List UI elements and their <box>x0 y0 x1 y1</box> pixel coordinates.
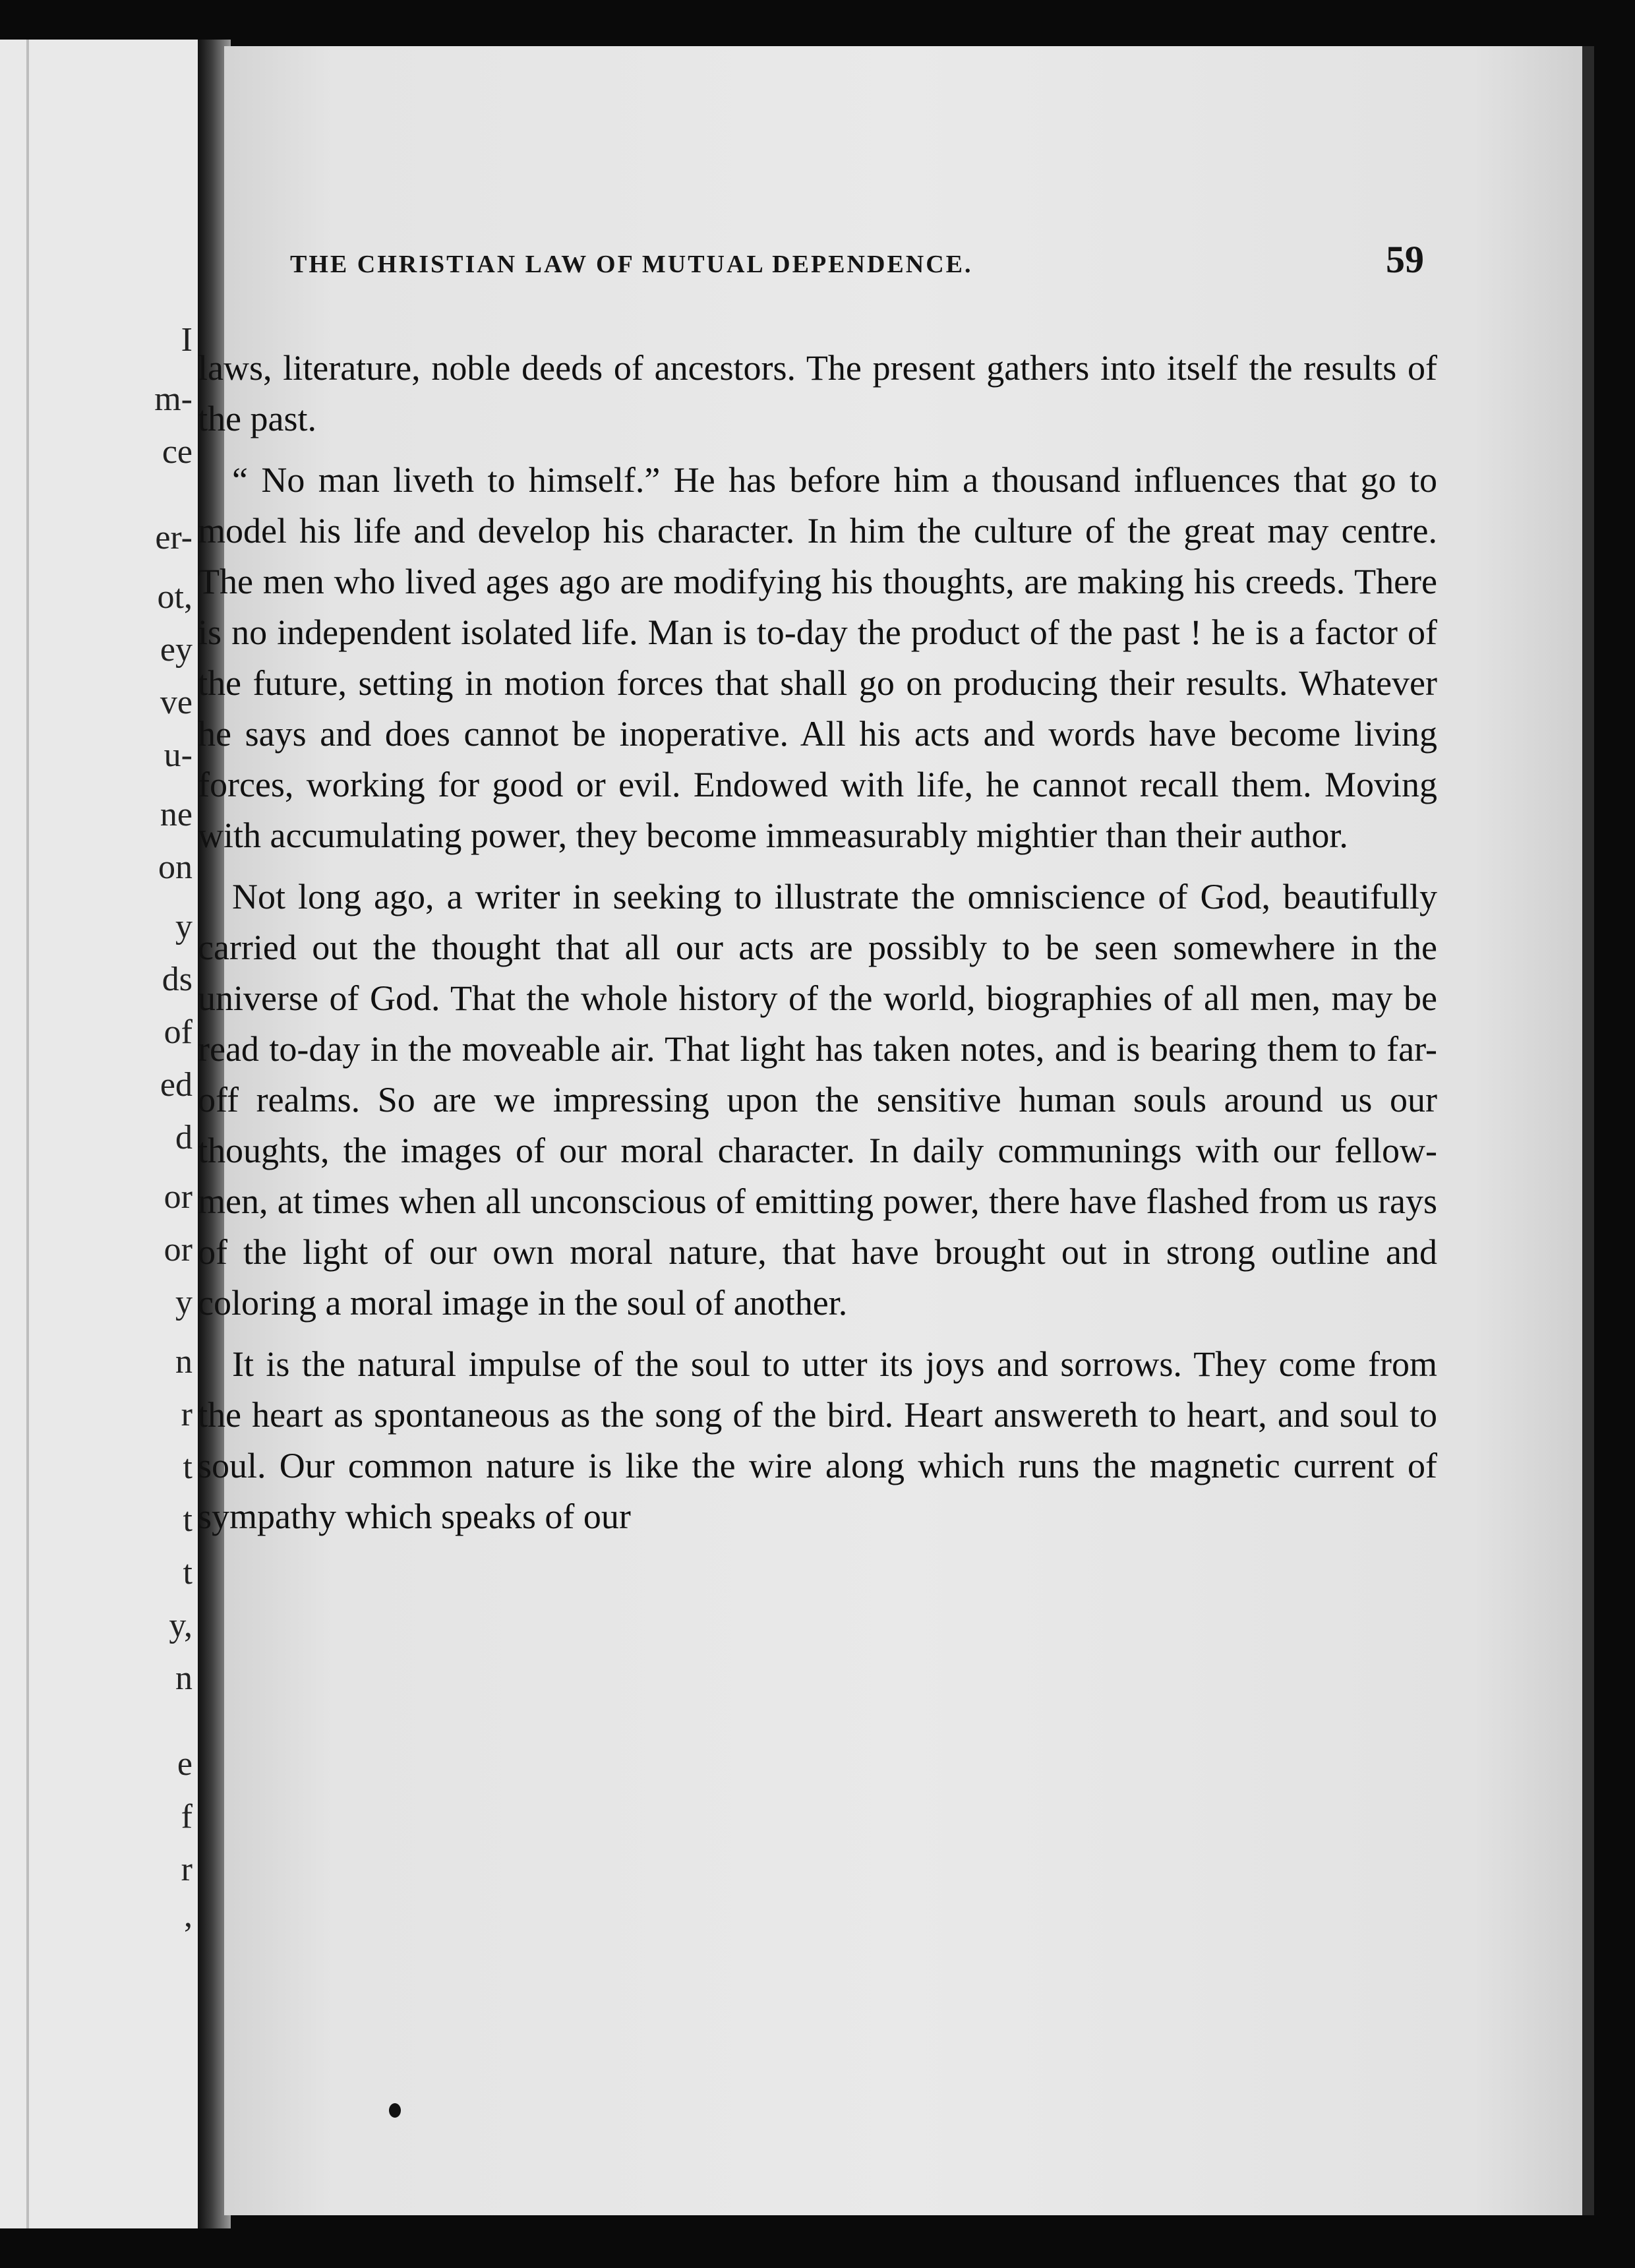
previous-page-fragment: or <box>164 1231 193 1268</box>
previous-page-edge <box>0 40 207 2228</box>
previous-page-fragment: r <box>181 1851 193 1888</box>
previous-page-fragment: y, <box>169 1607 193 1644</box>
previous-page-fragment: e <box>177 1745 193 1783</box>
previous-page-fragment: ne <box>160 796 193 833</box>
previous-page-fragment: of <box>164 1013 193 1051</box>
previous-page-fragment: t <box>183 1554 193 1592</box>
running-head-title: THE CHRISTIAN LAW OF MUTUAL DEPENDENCE. <box>290 251 973 278</box>
previous-page-fragment: ce <box>162 433 193 471</box>
previous-page-fragment: , <box>184 1897 193 1934</box>
paragraph: laws, literature, noble deeds of ancestors. The present gathers into itself the results of the past. <box>198 348 1437 438</box>
ink-spot <box>389 2103 401 2118</box>
previous-page-fragment: t <box>183 1501 193 1539</box>
previous-page-fragment: or <box>164 1178 193 1216</box>
previous-page-fragment: on <box>158 849 193 886</box>
previous-page-fragment: I <box>181 321 193 359</box>
previous-page-fragment: d <box>175 1119 193 1156</box>
previous-page-fragment: n <box>175 1343 193 1381</box>
running-head <box>290 237 1424 282</box>
previous-page-fragment: n <box>175 1659 193 1697</box>
previous-page-fragment: r <box>181 1396 193 1433</box>
previous-page-fragment: ot, <box>157 578 193 616</box>
previous-page-fragment: y <box>175 908 193 945</box>
previous-page-fragment: f <box>181 1798 193 1835</box>
previous-page-fragment: m- <box>154 380 193 418</box>
page-number: 59 <box>1386 238 1424 281</box>
previous-page-fragment: ed <box>160 1066 193 1104</box>
previous-page-fragment: y <box>175 1284 193 1321</box>
paragraph: “ No man liveth to himself.” He has before him a thousand influences that go to model his life and develop his character. In him the culture of the great may centre. The men who lived ages ago are modifying his thoughts, are making his creeds. There is no independent isolated life. Man is to-day the product of the past ! he is a factor of the future, setting in motion forces that shall go on producing their results. Whatever he says and does cannot be inoperative. All his acts and words have become living forces, working for good or evil. Endowed with life, he cannot recall them. Moving with accumulating power, they become immeasurably mightier than their author. <box>198 460 1437 855</box>
previous-page-fragment: u- <box>164 736 193 774</box>
paragraph: Not long ago, a writer in seeking to illustrate the omniscience of God, beautifully carried out the thought that all our acts are possibly to be seen somewhere in the universe of God. That the whole history of the world, biographies of all men, may be read to-day in the moveable air. That light has taken notes, and is bearing them to far-off realms. So are we impressing upon the sensitive human souls around us our thoughts, the images of our moral character. In daily communings with our fellow-men, at times when all unconscious of emitting power, there have flashed from us rays of the light of our own moral nature, that have brought out in strong outline and coloring a moral image in the soul of another. <box>198 877 1437 1323</box>
paragraph: It is the natural impulse of the soul to utter its joys and sorrows. They come from the heart as spontaneous as the song of the bird. Heart answereth to heart, and soul to soul. Our common nature is like the wire along which runs the magnetic current of sympathy which speaks of our <box>198 1344 1437 1536</box>
previous-page-fragment: ey <box>160 631 193 669</box>
previous-page-fragment: t <box>183 1448 193 1486</box>
previous-page-fragment: ve <box>160 684 193 721</box>
body-text <box>198 343 1437 1553</box>
previous-page-fragment: er- <box>155 519 193 556</box>
page-edge-line <box>26 40 29 2228</box>
previous-page-fragment: ds <box>162 961 193 998</box>
